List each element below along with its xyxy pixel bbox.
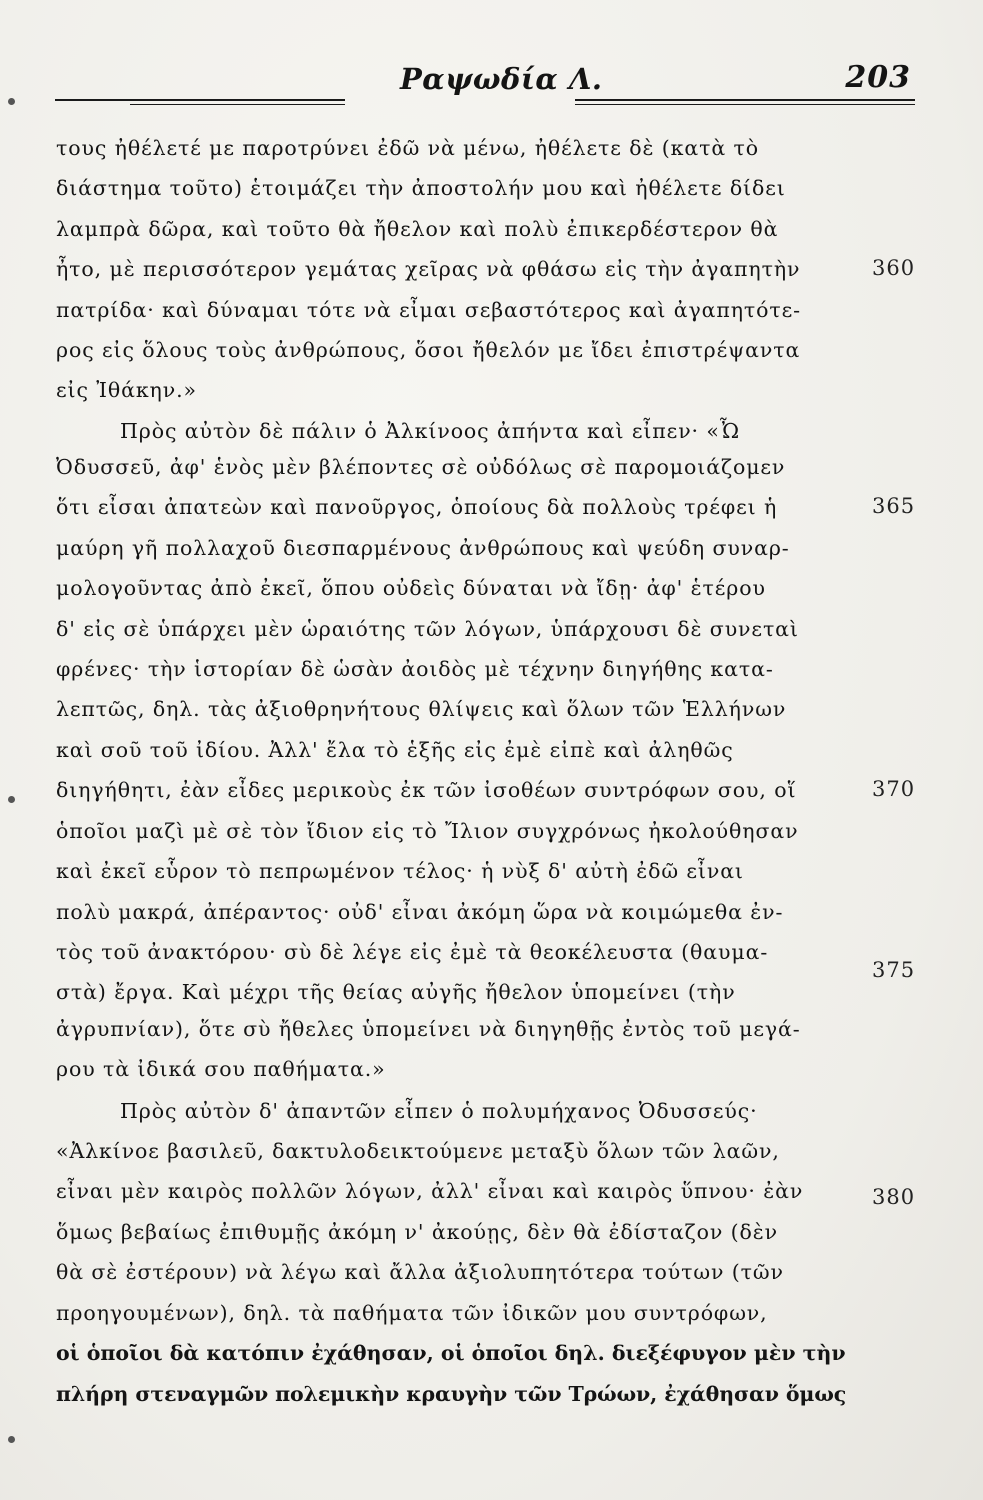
header-rule-right <box>575 99 915 101</box>
text-line: μαύρη γῆ πολλαχοῦ διεσπαρμένους ἀνθρώπους καὶ ψεύδη συναρ- <box>56 536 790 560</box>
text-line: τὸς τοῦ ἀνακτόρου· σὺ δὲ λέγε εἰς ἐμὲ τὰ θεοκέλευστα (θαυμα- <box>56 940 769 964</box>
page-title: Ραψωδία Λ. <box>400 62 603 96</box>
header-rule-left <box>55 99 345 101</box>
text-line: διάστημα τοῦτο) ἑτοιμάζει τὴν ἀποστολήν μου καὶ ἠθέλετε δίδει <box>56 176 786 200</box>
text-line: ὅμως βεβαίως ἐπιθυμῇς ἀκόμη ν' ἀκούῃς, δὲν θὰ ἐδίσταζον (δὲν <box>56 1220 779 1244</box>
binding-hole-middle <box>8 796 15 803</box>
text-line: οἱ ὁποῖοι δὰ κατόπιν ἐχάθησαν, οἱ ὁποῖοι δηλ. διεξέφυγον μὲν τὴν <box>56 1341 846 1365</box>
text-line: εἶναι μὲν καιρὸς πολλῶν λόγων, ἀλλ' εἶναι καὶ καιρὸς ὕπνου· ἐὰν <box>56 1179 804 1203</box>
text-line: ὅτι εἶσαι ἀπατεὼν καὶ πανοῦργος, ὁποίους δὰ πολλοὺς τρέφει ἡ <box>56 495 778 519</box>
text-line: «Ἀλκίνοε βασιλεῦ, δακτυλοδεικτούμενε μεταξὺ ὅλων τῶν λαῶν, <box>56 1139 780 1163</box>
verse-line-number: 380 <box>872 1185 916 1209</box>
header-rule-right-double <box>575 104 915 105</box>
text-line: λαμπρὰ δῶρα, καὶ τοῦτο θὰ ἤθελον καὶ πολὺ ἐπικερδέστερον θὰ <box>56 217 779 241</box>
text-line: πατρίδα· καὶ δύναμαι τότε νὰ εἶμαι σεβαστότερος καὶ ἀγαπητότε- <box>56 298 801 322</box>
running-header <box>55 60 915 104</box>
binding-hole-top <box>8 98 15 105</box>
verse-line-number: 375 <box>872 958 916 982</box>
verse-line-number: 370 <box>872 777 916 801</box>
text-line: ρος εἰς ὅλους τοὺς ἀνθρώπους, ὅσοι ἤθελόν με ἴδει ἐπιστρέψαντα <box>56 338 801 362</box>
text-line: καὶ σοῦ τοῦ ἰδίου. Ἀλλ' ἔλα τὸ ἑξῆς εἰς ἐμὲ εἰπὲ καὶ ἀληθῶς <box>56 738 734 762</box>
text-line: τους ἠθέλετέ με παροτρύνει ἐδῶ νὰ μένω, ἠθέλετε δὲ (κατὰ τὸ <box>56 136 760 160</box>
binding-hole-bottom <box>8 1436 15 1443</box>
text-line: λεπτῶς, δηλ. τὰς ἀξιοθρηνήτους θλίψεις καὶ ὅλων τῶν Ἑλλήνων <box>56 697 787 721</box>
text-line: προηγουμένων), δηλ. τὰ παθήματα τῶν ἰδικῶν μου συντρόφων, <box>56 1301 768 1325</box>
text-line: μολογοῦντας ἀπὸ ἐκεῖ, ὅπου οὐδεὶς δύναται νὰ ἴδῃ· ἀφ' ἑτέρου <box>56 576 766 600</box>
text-line: φρένες· τὴν ἱστορίαν δὲ ὡσὰν ἀοιδὸς μὲ τέχνην διηγήθης κατα- <box>56 657 774 681</box>
text-line: Ὀδυσσεῦ, ἀφ' ἑνὸς μὲν βλέποντες σὲ οὐδόλως σὲ παρομοιάζομεν <box>56 455 786 479</box>
text-line: πλήρη στεναγμῶν πολεμικὴν κραυγὴν τῶν Τρώων, ἐχάθησαν ὅμως <box>56 1382 847 1406</box>
text-line: πολὺ μακρά, ἀπέραντος· οὐδ' εἶναι ἀκόμη ὥρα νὰ κοιμώμεθα ἐν- <box>56 900 784 924</box>
page-number: 203 <box>845 60 911 95</box>
text-line: διηγήθητι, ἐὰν εἶδες μερικοὺς ἐκ τῶν ἰσοθέων συντρόφων σου, οἵ <box>56 778 797 802</box>
text-line: εἰς Ἰθάκην.» <box>56 378 197 402</box>
text-line: στὰ) ἔργα. Καὶ μέχρι τῆς θείας αὐγῆς ἤθελον ὑπομείνει (τὴν <box>56 980 736 1004</box>
header-rule-left-double <box>130 104 345 105</box>
text-line: ρου τὰ ἰδικά σου παθήματα.» <box>56 1057 386 1081</box>
text-line: ἀγρυπνίαν), ὅτε σὺ ἤθελες ὑπομείνει νὰ διηγηθῇς ἐντὸς τοῦ μεγά- <box>56 1017 801 1041</box>
text-line: Πρὸς αὐτὸν δ' ἀπαντῶν εἶπεν ὁ πολυμήχανος Ὀδυσσεύς· <box>120 1099 758 1123</box>
verse-line-number: 360 <box>872 256 916 280</box>
text-line: ἦτο, μὲ περισσότερον γεμάτας χεῖρας νὰ φθάσω εἰς τὴν ἀγαπητὴν <box>56 257 801 281</box>
verse-line-number: 365 <box>872 494 916 518</box>
text-line: ὁποῖοι μαζὶ μὲ σὲ τὸν ἴδιον εἰς τὸ Ἴλιον συγχρόνως ἠκολούθησαν <box>56 819 799 843</box>
text-line: Πρὸς αὐτὸν δὲ πάλιν ὁ Ἀλκίνοος ἀπήντα καὶ εἶπεν· «Ὦ <box>120 419 740 443</box>
text-line: δ' εἰς σὲ ὑπάρχει μὲν ὡραιότης τῶν λόγων, ὑπάρχουσι δὲ συνεταὶ <box>56 617 799 641</box>
text-line: θὰ σὲ ἐστέρουν) νὰ λέγω καὶ ἄλλα ἀξιολυπητότερα τούτων (τῶν <box>56 1260 784 1284</box>
text-line: καὶ ἐκεῖ εὗρον τὸ πεπρωμένον τέλος· ἡ νὺξ δ' αὐτὴ ἐδῶ εἶναι <box>56 859 744 883</box>
